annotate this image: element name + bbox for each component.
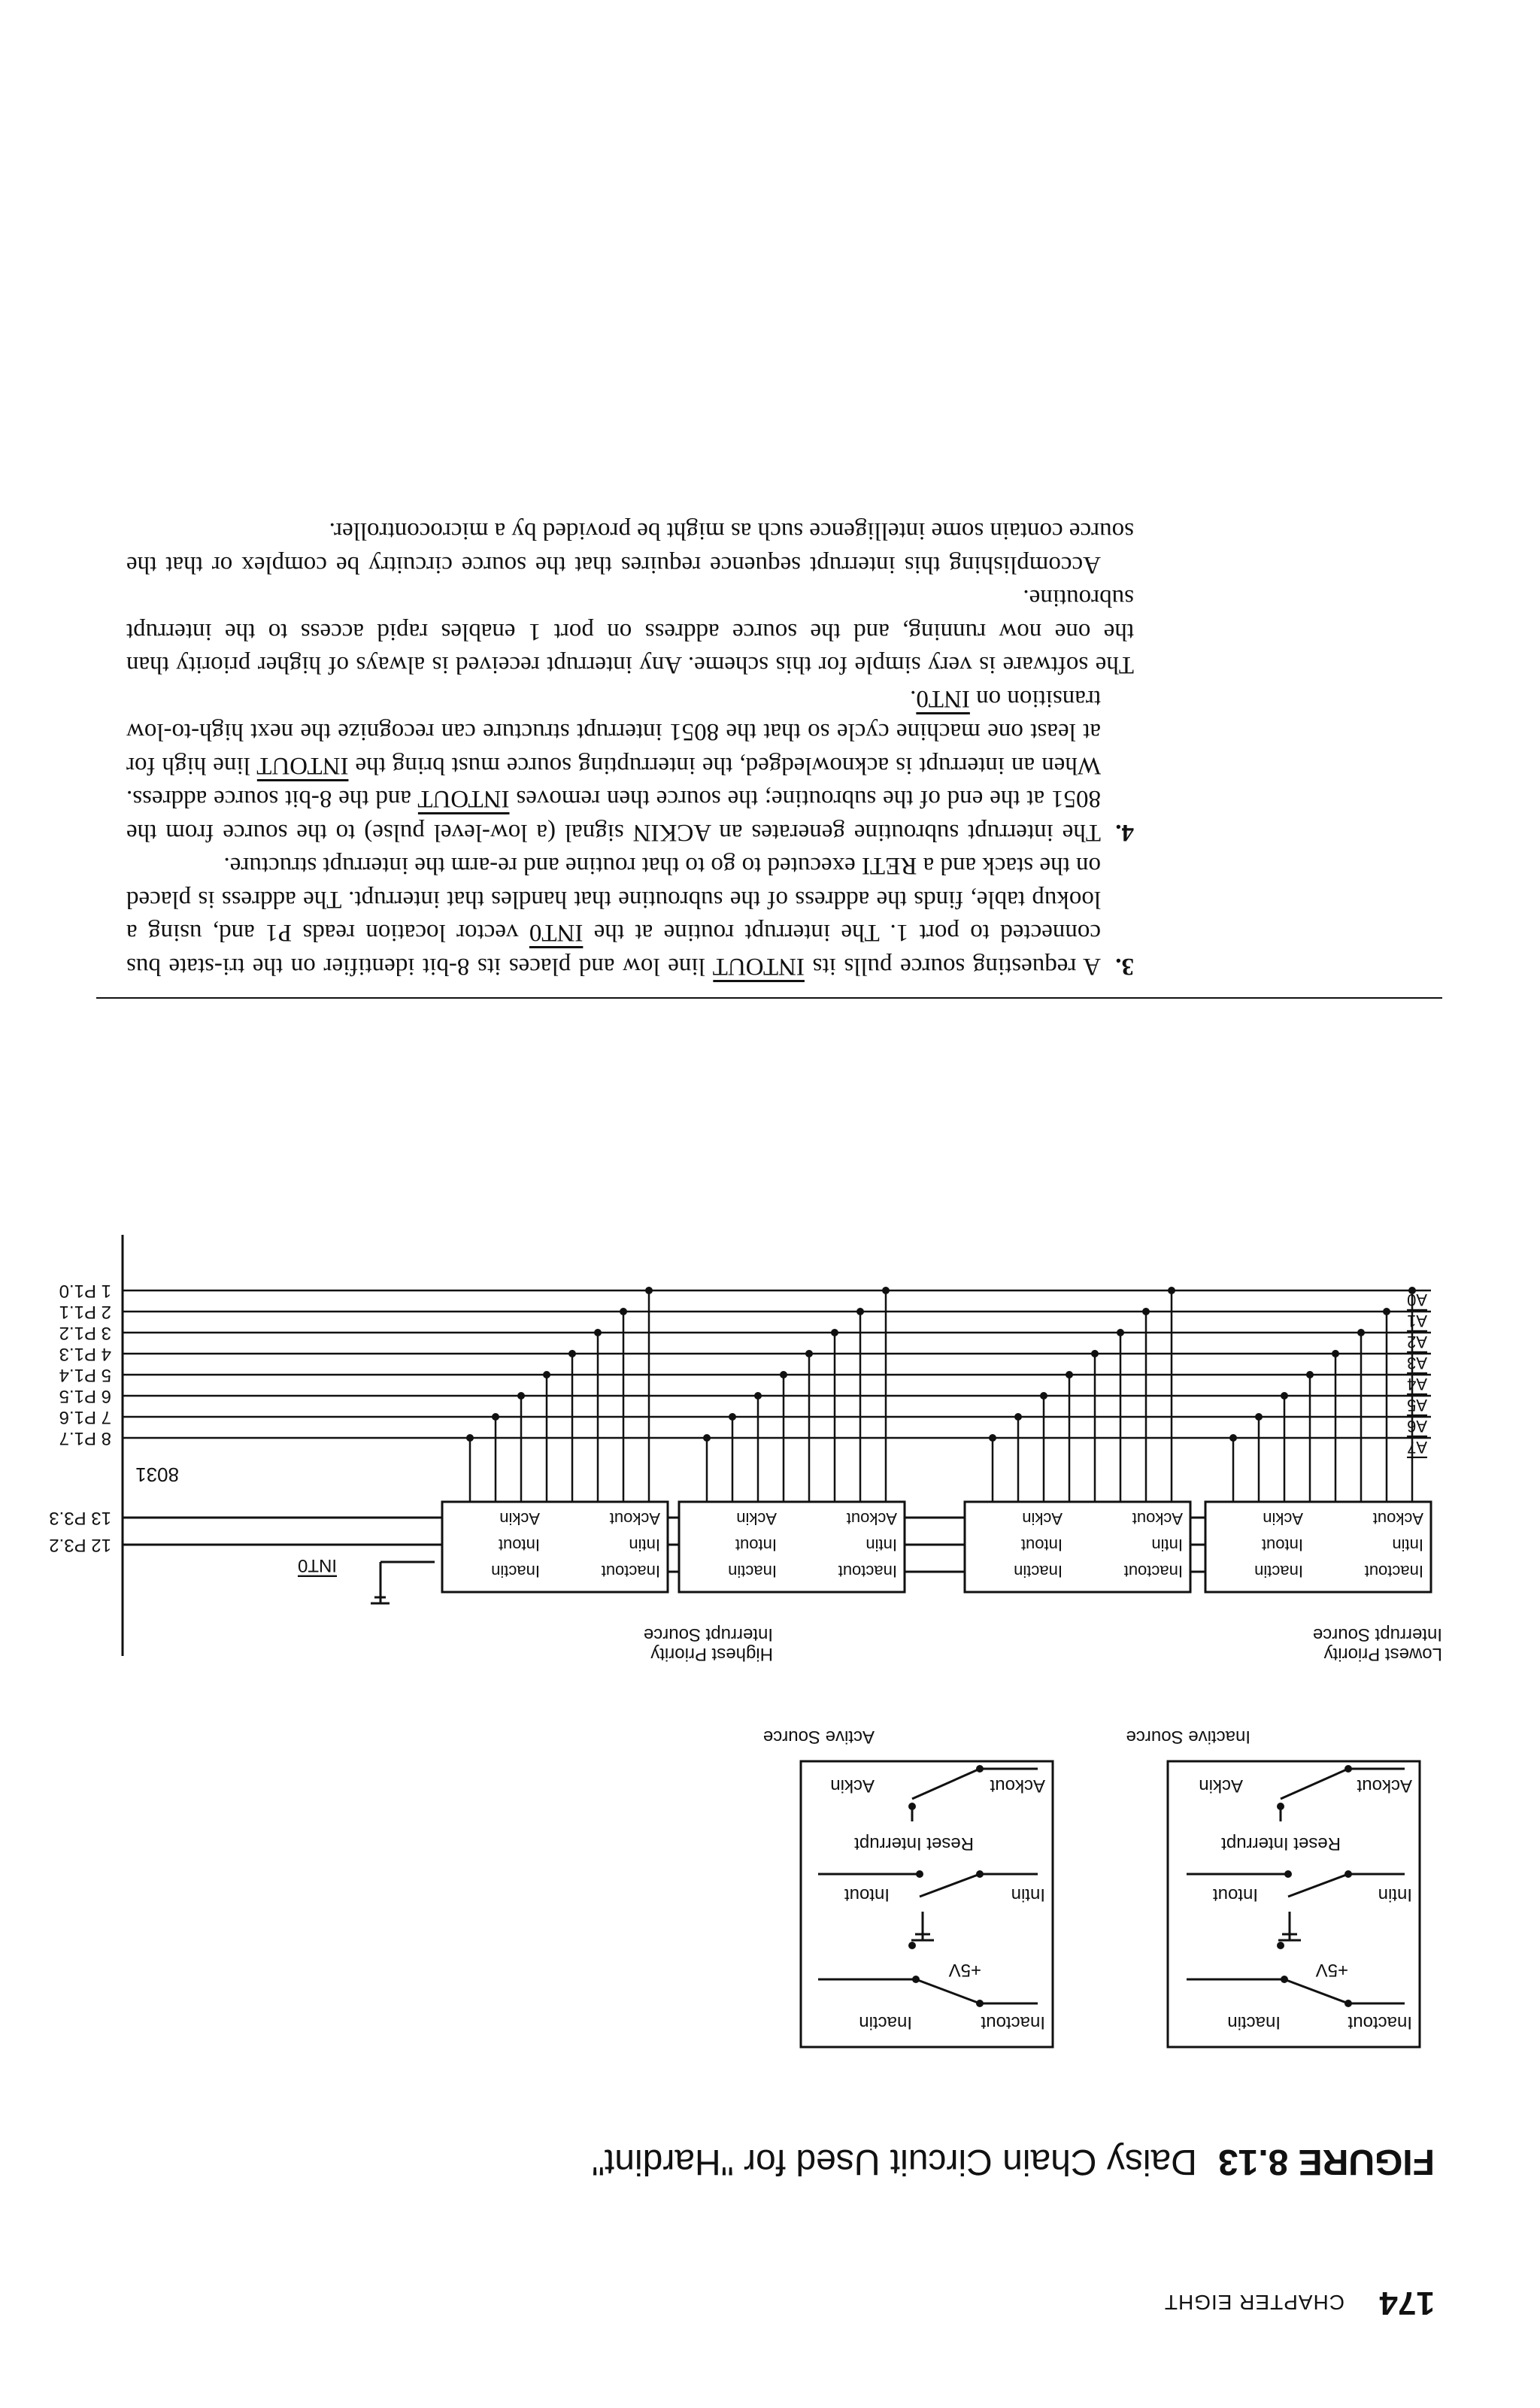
lowest-priority-label: Lowest Priority	[1323, 1644, 1442, 1664]
source-box-label-inactout: Inactout	[1364, 1562, 1423, 1581]
step-number: 3.	[1115, 953, 1134, 980]
source-box-label-ackin: Ackin	[1263, 1509, 1303, 1528]
highest-priority-label-2: Interrupt Source	[643, 1624, 773, 1645]
port-pin-label: 6 P1.5	[59, 1386, 111, 1406]
text-fragment: .	[910, 685, 917, 712]
panel-label-inactout: Inactout	[981, 2012, 1045, 2033]
intout-signal: INTOUT	[417, 785, 510, 813]
text-fragment: line high for at least one machine cycle so that the 8051 interrupt structure can recognize the next high-to-low transition on	[126, 685, 1101, 779]
int0-signal: INT0	[529, 919, 584, 947]
panel-label-plus5v: +5V	[1315, 1960, 1348, 1980]
address-label: A1	[1407, 1312, 1427, 1330]
source-box-label-intin: Intin	[1151, 1536, 1183, 1554]
address-label: A0	[1407, 1290, 1427, 1309]
source-box-label-intout: Intout	[498, 1536, 540, 1554]
int0-signal: INT0	[916, 685, 970, 712]
panel-label-inactout: Inactout	[1348, 2012, 1412, 2033]
page-number: 174	[1379, 2285, 1435, 2322]
port-pin-label: 3 P1.2	[59, 1323, 111, 1343]
paragraph-software: The software is very simple for this scheme. Any interrupt received is always of higher priority than the one now running, and the source address on port 1 enables rapid access to the interrupt subroutine.	[126, 584, 1134, 679]
panel-label-ackin: Ackin	[830, 1776, 875, 1796]
panel-label-intin: Intin	[1378, 1885, 1412, 1905]
source-box-label-intin: Intin	[1392, 1536, 1423, 1554]
lowest-priority-label-2: Interrupt Source	[1312, 1624, 1442, 1645]
panel-label-inactin: Inactin	[859, 2012, 912, 2033]
step-3	[126, 849, 1134, 983]
control-pin-label: 13 P3.3	[49, 1508, 111, 1528]
intout-signal: INTOUT	[713, 953, 805, 980]
source-box-label-intout: Intout	[1261, 1536, 1303, 1554]
text-fragment: vector location reads P1 and, using a lookup table, finds the address of the subroutine that handles that interrupt. The address is placed on the stack and a RETI executed to go to that routine and re-arm the interrupt structure.	[126, 852, 1101, 947]
source-box-label-ackin: Ackin	[499, 1509, 540, 1528]
source-box-label-ackin: Ackin	[736, 1509, 777, 1528]
step-text	[126, 682, 1101, 850]
panel-label-ackout: Ackout	[990, 1776, 1045, 1796]
source-box-label-intout: Intout	[735, 1536, 777, 1554]
address-label: A6	[1407, 1417, 1427, 1436]
panel-caption-inactive: Inactive Source	[1126, 1727, 1250, 1747]
highest-priority-label: Highest Priority	[650, 1644, 773, 1664]
source-box-label-inactout: Inactout	[601, 1562, 660, 1581]
figure-title: Daisy Chain Circuit Used for "Hardint"	[591, 2142, 1197, 2182]
address-label: A2	[1407, 1333, 1427, 1351]
source-box-label-ackin: Ackin	[1022, 1509, 1063, 1528]
int0-label: INT0	[297, 1555, 337, 1576]
source-box-label-intout: Intout	[1020, 1536, 1063, 1554]
panel-label-intout: Intout	[1212, 1885, 1258, 1905]
text-fragment: A requesting source pulls its	[812, 953, 1101, 980]
panel-label-intin: Intin	[1011, 1885, 1045, 1905]
paragraph-complexity: Accomplishing this interrupt sequence requires that the source circuitry be complex or that the source contain some intelligence such as might be provided by a microcontroller.	[126, 517, 1134, 578]
source-box-label-ackout: Ackout	[1132, 1509, 1183, 1528]
address-label: A7	[1407, 1438, 1427, 1457]
port-pin-label: 1 P1.0	[59, 1281, 111, 1301]
panel-label-reset: Reset Interrupt	[1221, 1833, 1341, 1854]
source-box-label-inactin: Inactin	[1014, 1562, 1063, 1581]
source-box-label-inactin: Inactin	[491, 1562, 540, 1581]
step-4	[126, 682, 1134, 850]
text-fragment: line low and places its 8-bit identifier on the tri-state bus connected to port 1. The interrupt routine at the	[126, 919, 1101, 980]
source-box-label-ackout: Ackout	[609, 1509, 660, 1528]
port-pin-label: 5 P1.4	[59, 1365, 111, 1385]
step-text	[126, 849, 1101, 983]
panel-label-plus5v: +5V	[948, 1960, 981, 1980]
panel-label-reset: Reset Interrupt	[854, 1833, 974, 1854]
address-label: A5	[1407, 1396, 1427, 1415]
body-text	[126, 514, 1134, 983]
address-label: A4	[1407, 1375, 1427, 1394]
source-box-label-intin: Intin	[865, 1536, 897, 1554]
intout-signal: INTOUT	[256, 752, 349, 779]
source-box-label-inactout: Inactout	[838, 1562, 897, 1581]
figure-number: FIGURE 8.13	[1217, 2142, 1435, 2182]
port-pin-label: 4 P1.3	[59, 1344, 111, 1364]
panel-label-ackin: Ackin	[1199, 1776, 1243, 1796]
port-pin-label: 2 P1.1	[59, 1302, 111, 1322]
panel-caption-active: Active Source	[762, 1727, 875, 1747]
source-box-label-inactin: Inactin	[1254, 1562, 1303, 1581]
text-fragment: The interrupt subroutine generates an ACKIN signal (a low-level pulse) to the source from the 8051 at the end of the subroutine; the source then removes	[126, 785, 1101, 846]
microcontroller-label: 8031	[135, 1463, 179, 1486]
source-box-label-ackout: Ackout	[1372, 1509, 1423, 1528]
source-box-label-inactin: Inactin	[728, 1562, 777, 1581]
source-box-label-inactout: Inactout	[1123, 1562, 1183, 1581]
panel-label-inactin: Inactin	[1227, 2012, 1281, 2033]
port-pin-label: 7 P1.6	[59, 1407, 111, 1427]
source-box-label-ackout: Ackout	[846, 1509, 897, 1528]
source-box-label-intin: Intin	[629, 1536, 660, 1554]
panel-label-ackout: Ackout	[1357, 1776, 1412, 1796]
panel-label-intout: Intout	[844, 1885, 890, 1905]
step-number: 4.	[1115, 819, 1134, 846]
port-pin-label: 8 P1.7	[59, 1428, 111, 1448]
control-pin-label: 12 P3.2	[49, 1535, 111, 1555]
chapter-label: CHAPTER EIGHT	[1163, 2291, 1344, 2314]
text-fragment: and the 8-bit source address. When an interrupt is acknowledged, the interrupting source must bring the	[126, 752, 1101, 813]
address-label: A3	[1407, 1354, 1427, 1372]
